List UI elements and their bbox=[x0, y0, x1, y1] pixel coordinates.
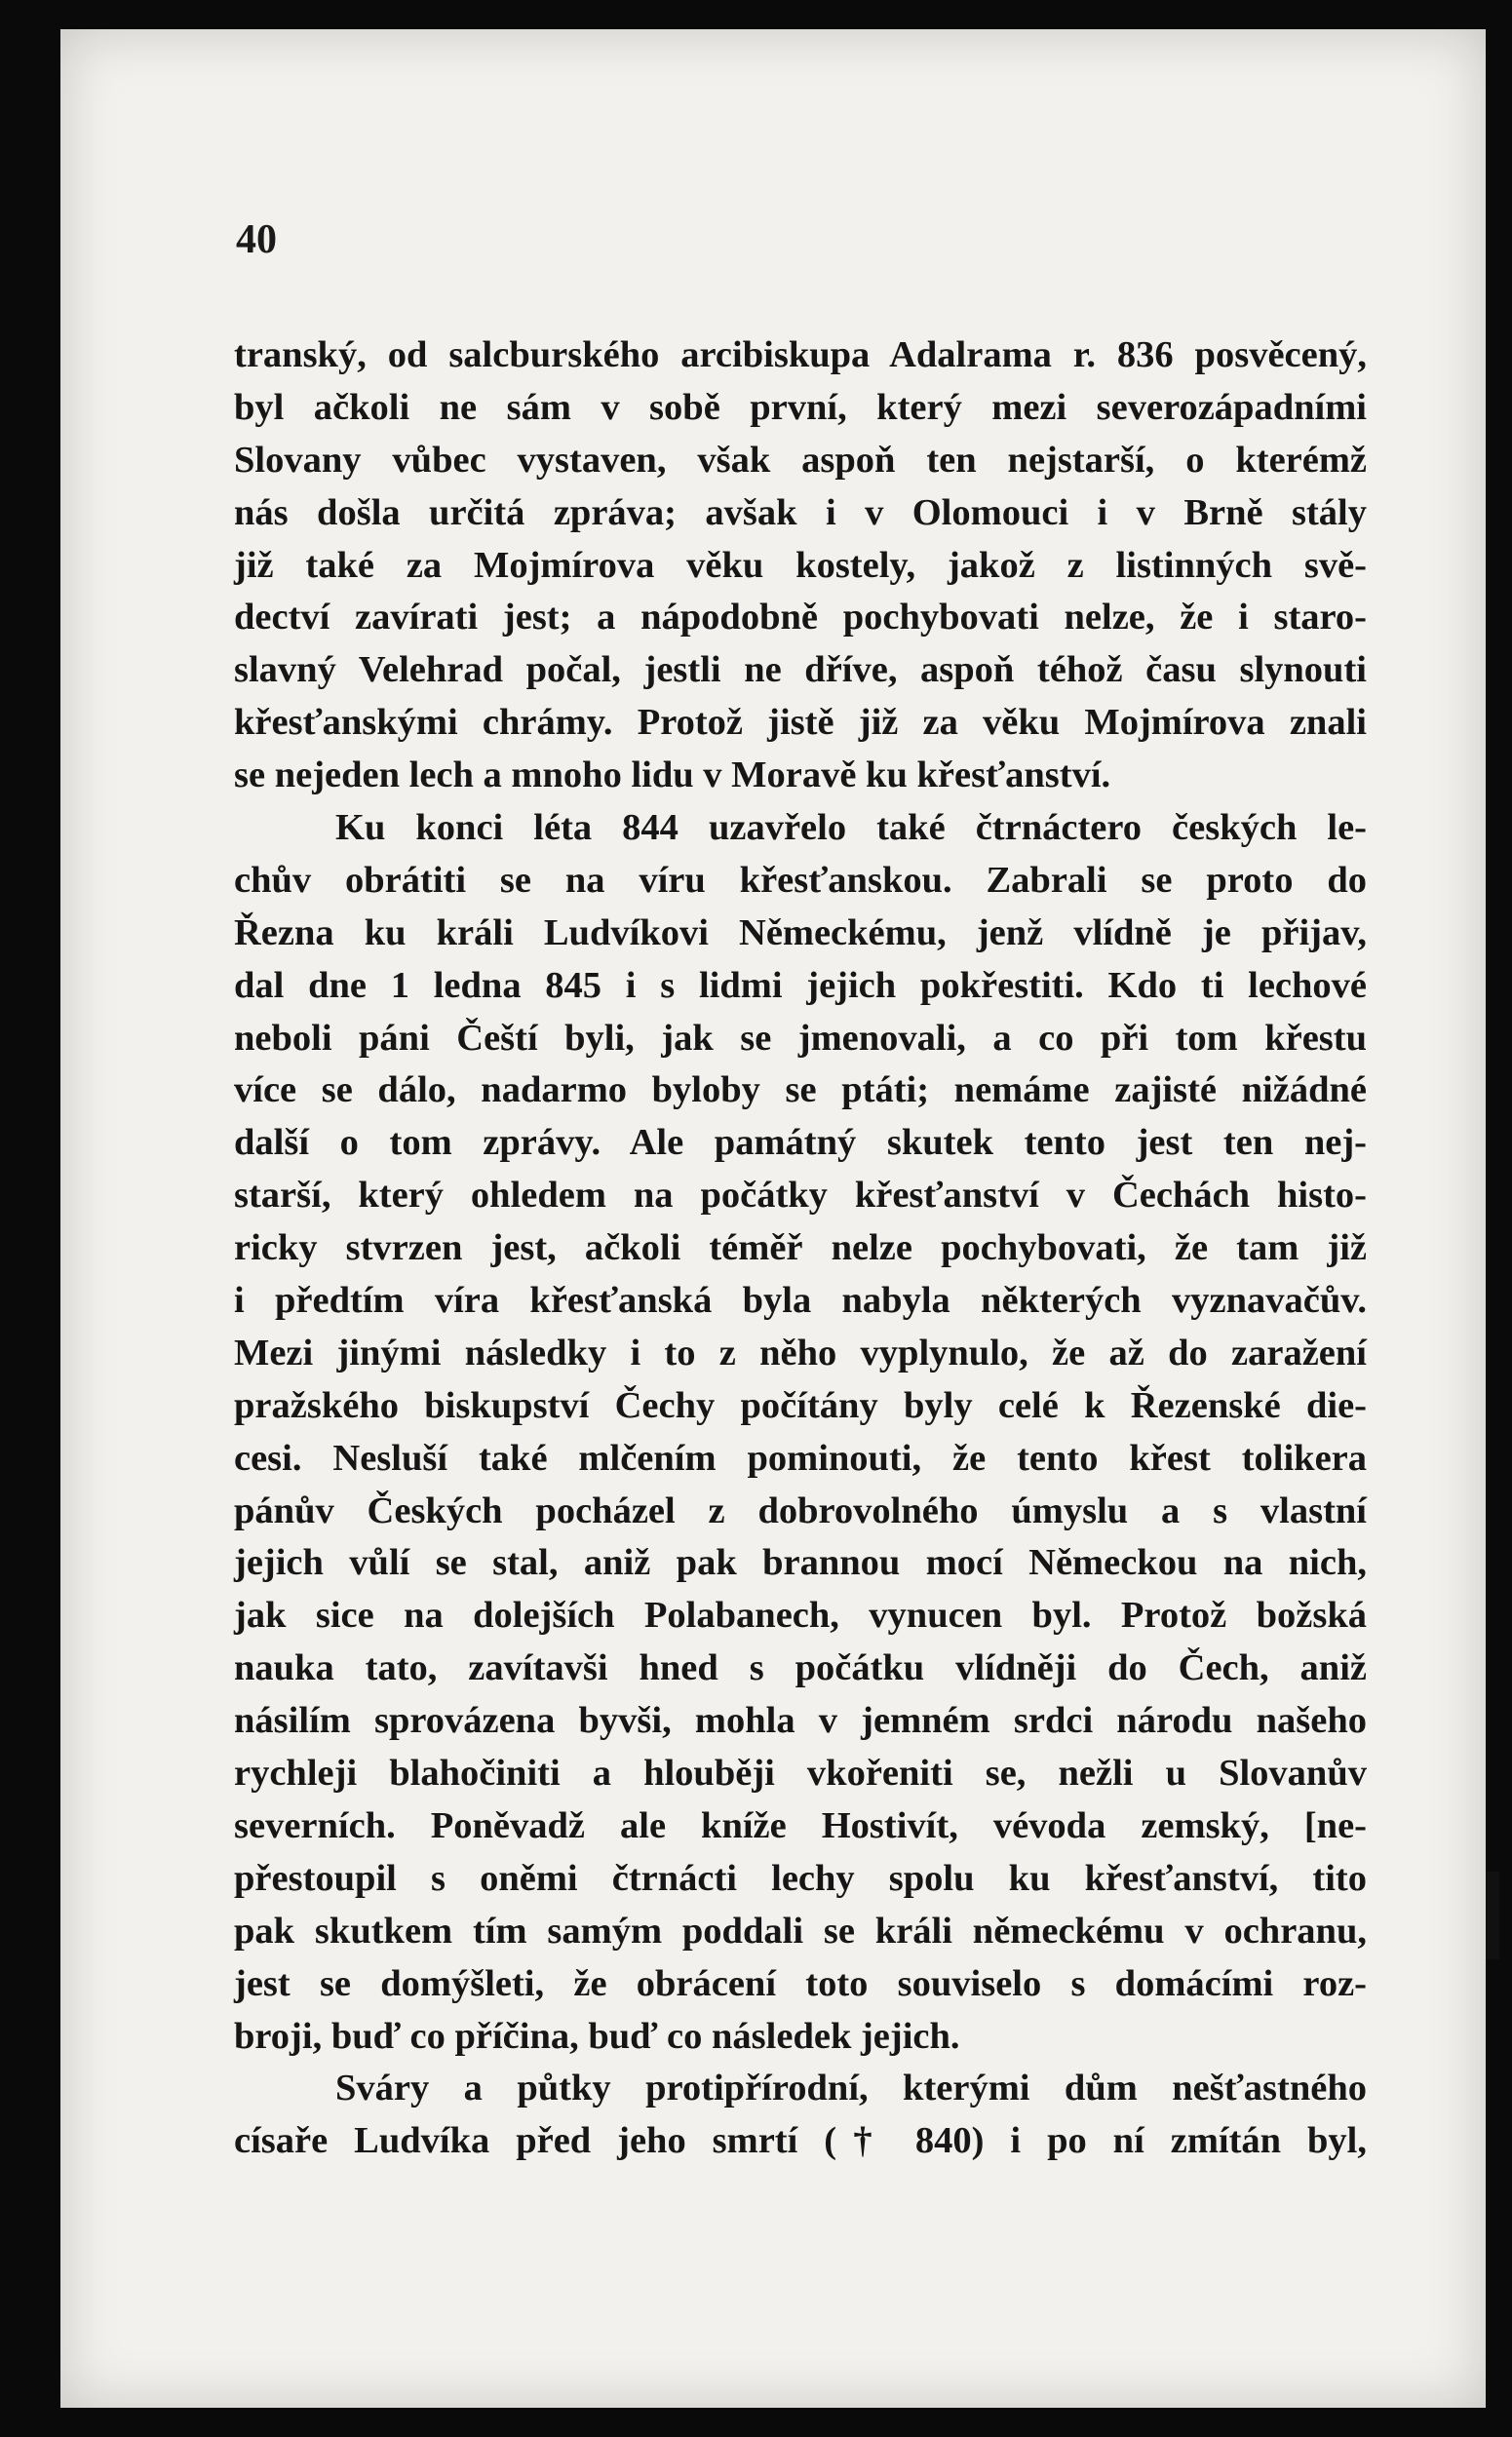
text-line: Ku konci léta 844 uzavřelo také čtrnáctero českých le- bbox=[335, 807, 1367, 849]
right-edge-mark bbox=[1486, 1872, 1499, 1959]
text-line: nauka tato, zavítavši hned s počátku vlídněji do Čech, aniž bbox=[234, 1647, 1367, 1689]
text-line: křesťanskými chrámy. Protož jistě již za věku Mojmírova znali bbox=[234, 702, 1367, 744]
text-line: se nejeden lech a mnoho lidu v Moravě ku křesťanství. bbox=[234, 754, 1111, 796]
text-line: transký, od salcburského arcibiskupa Adalrama r. 836 posvěcený, bbox=[234, 334, 1367, 375]
text-line: Řezna ku králi Ludvíkovi Německému, jenž vlídně je přijav, bbox=[234, 911, 1367, 953]
page-number: 40 bbox=[236, 217, 277, 262]
text-line: násilím sprovázena byvši, mohla v jemném srdci národu našeho bbox=[234, 1700, 1367, 1742]
text-line: již také za Mojmírova věku kostely, jakož z listinných svě- bbox=[234, 544, 1367, 586]
text-line: broji, buď co příčina, buď co následek jejich. bbox=[234, 2015, 960, 2057]
text-line: Sváry a půtky protipřírodní, kterými dům nešťastného bbox=[335, 2068, 1367, 2109]
text-line: nás došla určitá zpráva; avšak i v Olomouci i v Brně stály bbox=[234, 491, 1367, 533]
text-line: Slovany vůbec vystaven, však aspoň ten nejstarší, o kterémž bbox=[234, 439, 1367, 481]
text-line: i předtím víra křesťanská byla nabyla některých vyznavačův. bbox=[234, 1280, 1367, 1322]
text-line: byl ačkoli ne sám v sobě první, který mezi severozápadními bbox=[234, 386, 1367, 428]
text-line: dectví zavírati jest; a nápodobně pochybovati nelze, že i staro- bbox=[234, 597, 1367, 638]
text-line: pak skutkem tím samým poddali se králi německému v ochranu, bbox=[234, 1910, 1367, 1952]
text-line: cesi. Nesluší také mlčením pominouti, že tento křest tolikera bbox=[234, 1437, 1367, 1479]
text-line: chův obrátiti se na víru křesťanskou. Zabrali se proto do bbox=[234, 859, 1367, 901]
body-text bbox=[234, 329, 1367, 2168]
text-line: jejich vůlí se stal, aniž pak brannou mocí Německou na nich, bbox=[234, 1542, 1367, 1584]
text-line: pražského biskupství Čechy počítány byly celé k Řezenské die- bbox=[234, 1384, 1367, 1426]
text-line: slavný Velehrad počal, jestli ne dříve, aspoň téhož času slynouti bbox=[234, 649, 1367, 691]
text-line: pánův Českých pocházel z dobrovolného úmyslu a s vlastní bbox=[234, 1489, 1367, 1531]
text-line: jak sice na dolejších Polabanech, vynucen byl. Protož božská bbox=[234, 1595, 1367, 1637]
text-line: severních. Poněvadž ale kníže Hostivít, vévoda zemský, [ne- bbox=[234, 1804, 1367, 1846]
text-line: císaře Ludvíka před jeho smrtí († 840) i po ní zmítán byl, bbox=[234, 2120, 1367, 2162]
text-line: dal dne 1 ledna 845 i s lidmi jejich pokřestiti. Kdo ti lechové bbox=[234, 964, 1367, 1006]
text-line: další o tom zprávy. Ale památný skutek tento jest ten nej- bbox=[234, 1122, 1367, 1164]
text-line: neboli páni Čeští byli, jak se jmenovali, a co při tom křestu bbox=[234, 1017, 1367, 1059]
text-line: přestoupil s oněmi čtrnácti lechy spolu ku křesťanství, tito bbox=[234, 1857, 1367, 1899]
text-line: rychleji blahočiniti a hlouběji vkořeniti se, nežli u Slovanův bbox=[234, 1753, 1367, 1795]
text-line: starší, který ohledem na počátky křesťanství v Čechách histo- bbox=[234, 1175, 1367, 1217]
text-line: jest se domýšleti, že obrácení toto souviselo s domácími roz- bbox=[234, 1962, 1367, 2004]
text-line: ricky stvrzen jest, ačkoli téměř nelze pochybovati, že tam již bbox=[234, 1227, 1367, 1269]
text-line: více se dálo, nadarmo byloby se ptáti; nemáme zajisté nižádné bbox=[234, 1069, 1367, 1111]
text-line: Mezi jinými následky i to z něho vyplynulo, že až do zaražení bbox=[234, 1332, 1367, 1373]
